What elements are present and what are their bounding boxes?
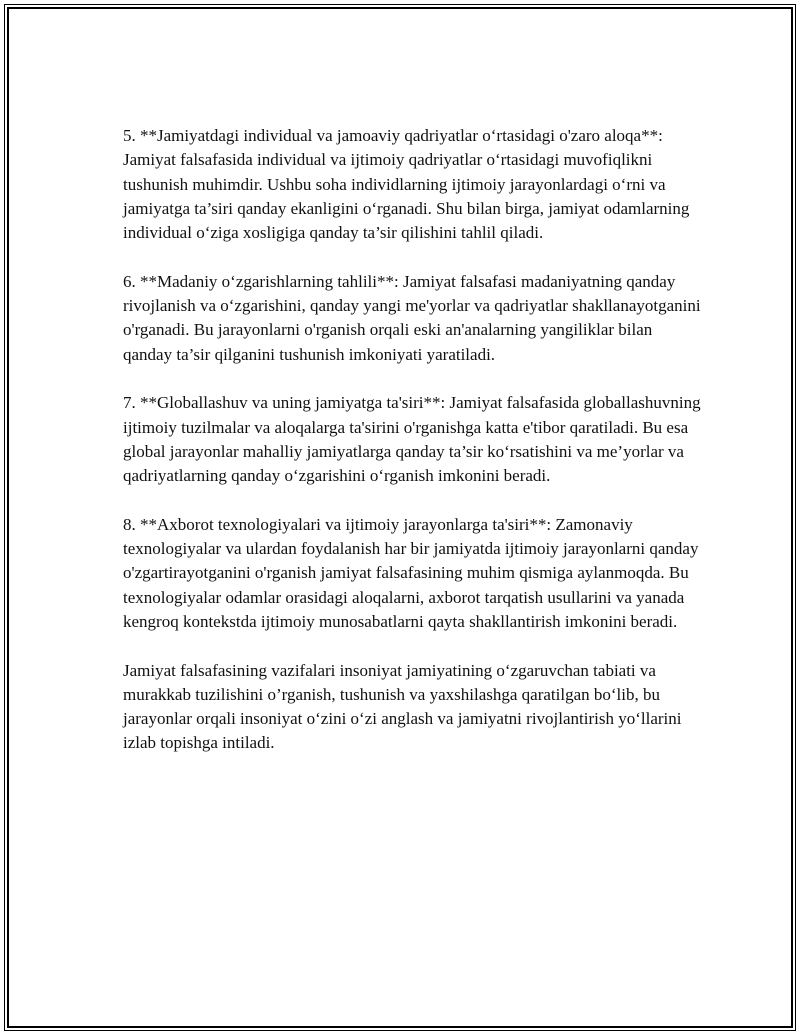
paragraph-8: 8. **Axborot texnologiyalari va ijtimoiy jarayonlarga ta'siri**: Zamonaviy texnologiyalar va ulardan foydalanish har bir jamiyatda ijtimoiy jarayonlarni qanday o'zgartirayotganini o'rganish jamiyat falsafasining muhim qismiga aylanmoqda. Bu texnologiyalar odamlar orasidagi aloqalarni, axborot tarqatish usullarini va yanada kengroq kontekstda ijtimoiy munosabatlarni qayta shakllantirish imkonini beradi. <box>123 514 699 631</box>
paragraph-7: 7. **Globallashuv va uning jamiyatga ta'siri**: Jamiyat falsafasida globallashuvning ijtimoiy tuzilmalar va aloqalarga ta'sirini o'rganishga katta e'tibor qaratiladi. Bu esa global jarayonlar mahalliy jamiyatlarga qanday ta’sir ko‘rsatishini va me’yorlar va qadriyatlarning qanday o‘zgarishini o‘rganish imkonini beradi. <box>123 393 701 486</box>
paragraph-5: 5. **Jamiyatdagi individual va jamoaviy qadriyatlar o‘rtasidagi o'zaro aloqa**: Jamiyat falsafasida individual va ijtimoiy qadriyatlar o‘rtasidagi muvofiqlikni tushunish muhimdir. Ushbu soha individlarning ijtimoiy jarayonlardagi o‘rni va jamiyatga ta’siri qanday ekanligini o‘rganadi. Shu bilan birga, jamiyat odamlarning individual o‘ziga xosligiga qanday ta’sir qilishini tahlil qiladi. <box>123 126 690 243</box>
page-border <box>4 4 796 1031</box>
paragraph-conclusion: Jamiyat falsafasining vazifalari insoniyat jamiyatining o‘zgaruvchan tabiati va murakkab tuzilishini o’rganish, tushunish va yaxshilashga qaratilgan bo‘lib, bu jarayonlar orqali insoniyat o‘zini o‘zi anglash va jamiyatni rivojlantirish yo‘llarini izlab topishga intiladi. <box>123 660 682 753</box>
paragraph-6: 6. **Madaniy o‘zgarishlarning tahlili**: Jamiyat falsafasi madaniyatning qanday rivojlanish va o‘zgarishini, qanday yangi me'yorlar va qadriyatlar shakllanayotganini o'rganadi. Bu jarayonlarni o'rganish orqali eski an'analarning yangiliklar bilan qanday ta’sir qilganini tushunish imkoniyati yaratiladi. <box>123 271 701 364</box>
document-body <box>123 124 701 756</box>
